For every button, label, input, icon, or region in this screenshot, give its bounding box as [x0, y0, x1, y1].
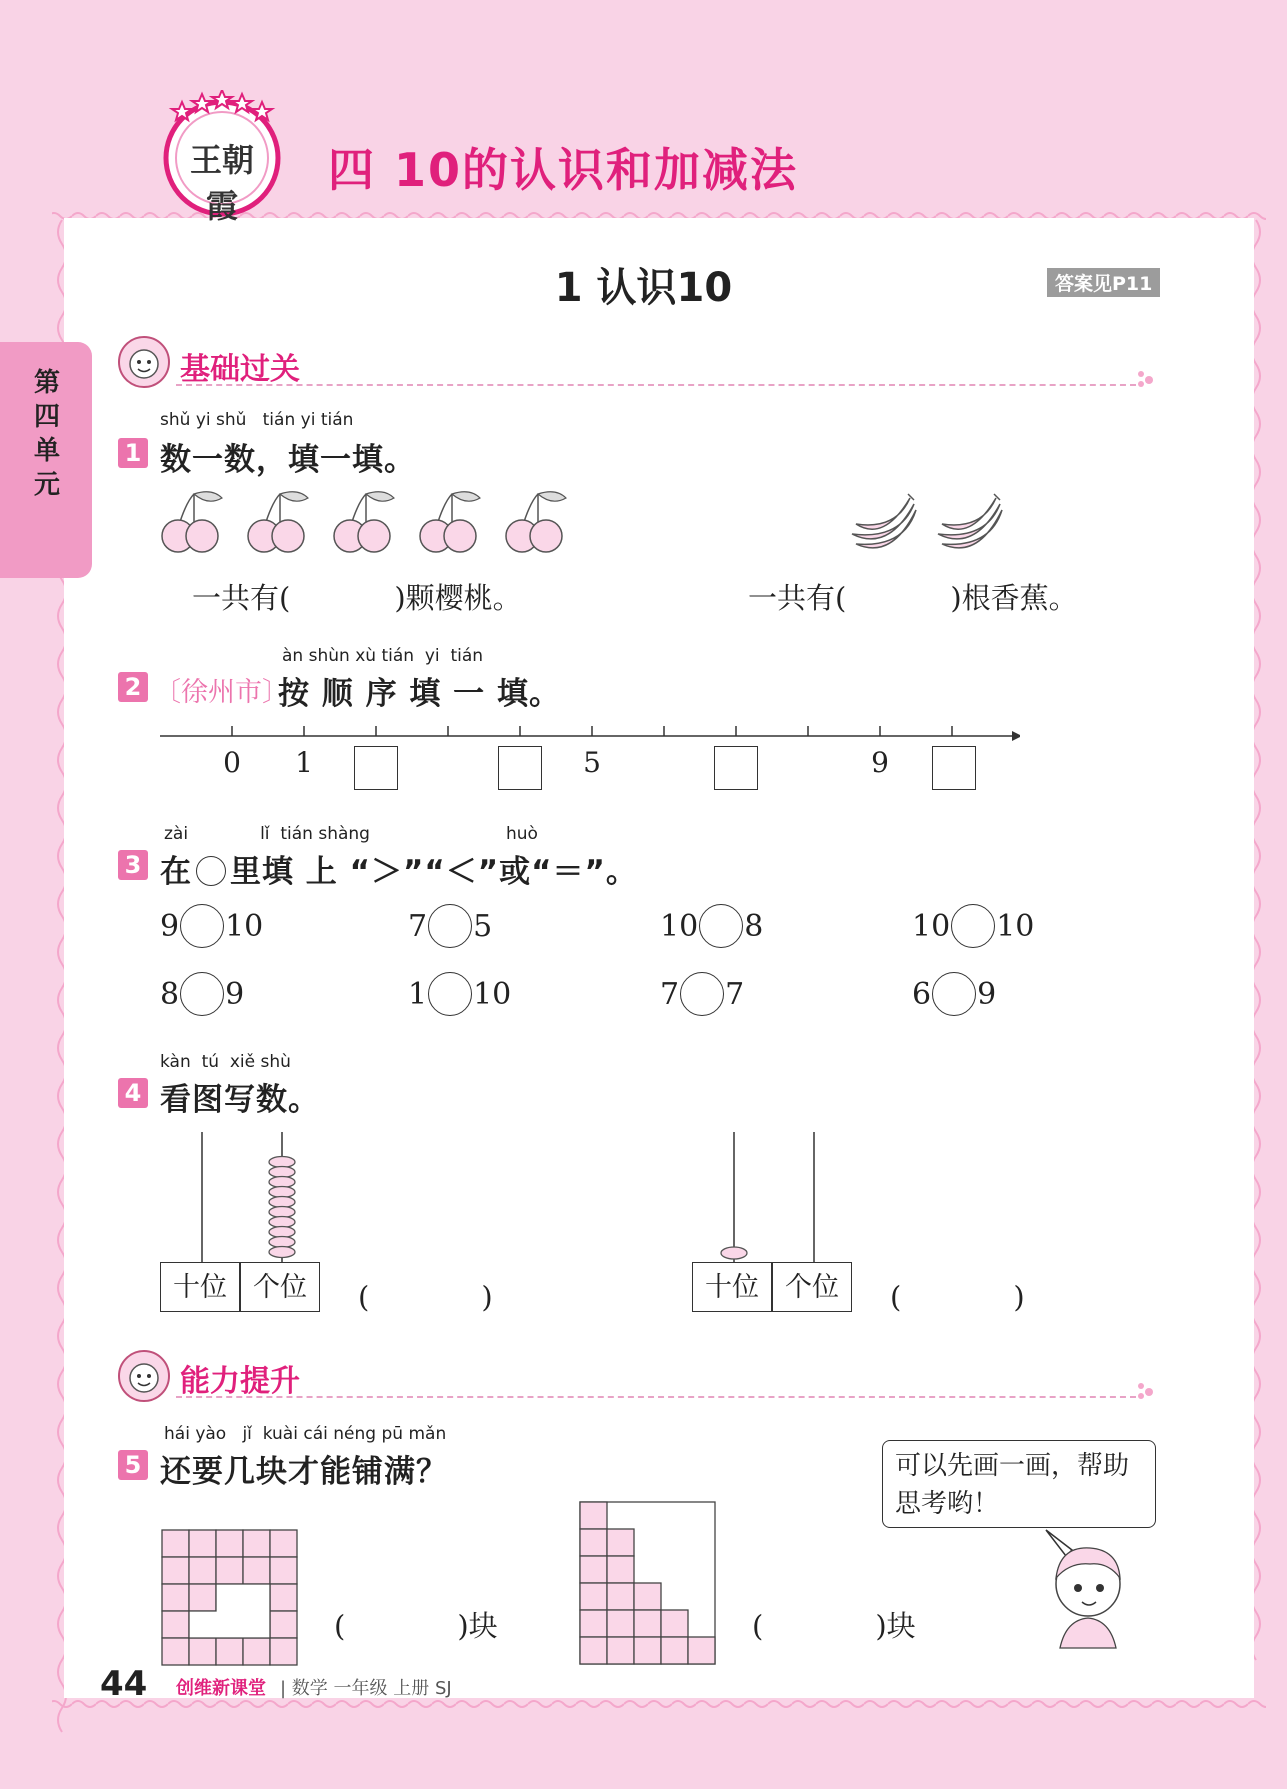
- q3-number: 3: [118, 850, 148, 880]
- cherry-count-label: 一共有( )颗樱桃。: [192, 581, 522, 615]
- q4-prompt: 看图写数。: [160, 1082, 320, 1118]
- banana-answer-input[interactable]: [866, 578, 966, 614]
- tens-place-label: 十位: [692, 1262, 772, 1312]
- cmp-3: 10 8: [660, 904, 763, 948]
- q5-number: 5: [118, 1450, 148, 1480]
- cmp-circle[interactable]: [932, 972, 976, 1016]
- boy-character-icon: [1020, 1522, 1170, 1652]
- tile-grid-1: [160, 1528, 300, 1668]
- footer-book-title: 创维新课堂: [176, 1678, 266, 1699]
- section-title-advanced: 能力提升: [180, 1364, 300, 1399]
- cmp-circle[interactable]: [699, 904, 743, 948]
- cmp-6: 1 10: [408, 972, 511, 1016]
- cmp-1: 9 10: [160, 904, 263, 948]
- cmp-4: 10 10: [912, 904, 1034, 948]
- abacus-1: [160, 1130, 330, 1262]
- q4-pinyin: kàn tú xiě shù: [160, 1052, 291, 1072]
- tens-place-label: 十位: [160, 1262, 240, 1312]
- lesson-title: 1 认识10: [554, 265, 733, 311]
- q1-pinyin: shǔ yi shǔ tián yi tián: [160, 410, 354, 430]
- ones-place-label: 个位: [772, 1262, 852, 1312]
- grid-2-answer[interactable]: ( )块: [752, 1609, 916, 1643]
- abacus-2-answer[interactable]: ( ): [890, 1280, 1025, 1314]
- q5-pinyin: hái yào jǐ kuài cái néng pū mǎn: [164, 1424, 447, 1444]
- cmp-circle[interactable]: [428, 972, 472, 1016]
- cmp-circle[interactable]: [428, 904, 472, 948]
- q5-prompt: 还要几块才能铺满？: [160, 1454, 448, 1490]
- q1-number: 1: [118, 438, 148, 468]
- section-divider: [176, 384, 1136, 386]
- tile-grid-2: [578, 1500, 718, 1668]
- q3-circle-icon: [196, 856, 226, 886]
- cherry-answer-input[interactable]: [310, 578, 410, 614]
- q3-prompt: 在 里填 上 “＞”“＜”或“＝”。: [160, 854, 638, 890]
- mascot-icon: [116, 1348, 172, 1404]
- cmp-circle[interactable]: [951, 904, 995, 948]
- mascot-icon: [116, 334, 172, 390]
- cherries-illustration: [160, 488, 580, 558]
- nl-label-5: 5: [583, 746, 601, 779]
- nl-answer-box-10[interactable]: [932, 746, 976, 790]
- nl-label-0: 0: [223, 746, 241, 779]
- nl-label-1: 1: [295, 746, 313, 779]
- section-divider: [176, 1396, 1136, 1398]
- cmp-8: 6 9: [912, 972, 996, 1016]
- chapter-title: 四 10的认识和加减法: [328, 143, 799, 197]
- ones-place-label: 个位: [240, 1262, 320, 1312]
- nl-answer-box-7[interactable]: [714, 746, 758, 790]
- q2-pinyin: àn shùn xù tián yi tián: [282, 646, 484, 666]
- footer-subject: | 数学 一年级 上册 SJ: [280, 1678, 452, 1699]
- section-title-basic: 基础过关: [180, 352, 300, 387]
- page-number: 44: [100, 1664, 148, 1704]
- logo-text: 王朝霞: [189, 141, 254, 225]
- banana-count-label: 一共有( )根香蕉。: [748, 581, 1078, 615]
- grid-1-answer[interactable]: ( )块: [334, 1609, 498, 1643]
- cmp-7: 7 7: [660, 972, 744, 1016]
- cmp-2: 7 5: [408, 904, 492, 948]
- abacus-2: [692, 1130, 862, 1262]
- answer-reference-badge: 答案见P11: [1047, 268, 1160, 297]
- unit-tab-label: 第四单元: [33, 368, 60, 500]
- nl-label-9: 9: [871, 746, 889, 779]
- dots-icon: [1136, 370, 1160, 390]
- cmp-circle[interactable]: [180, 972, 224, 1016]
- q2-number: 2: [118, 672, 148, 702]
- nl-answer-box-4[interactable]: [498, 746, 542, 790]
- abacus-1-answer[interactable]: ( ): [358, 1280, 493, 1314]
- q3-pinyin: zài lǐ tián shàng huò: [164, 824, 538, 844]
- q4-number: 4: [118, 1078, 148, 1108]
- bananas-illustration: [848, 490, 1018, 550]
- hint-speech-bubble: 可以先画一画，帮助思考哟！: [882, 1440, 1156, 1528]
- cmp-circle[interactable]: [680, 972, 724, 1016]
- cmp-5: 8 9: [160, 972, 244, 1016]
- nl-answer-box-2[interactable]: [354, 746, 398, 790]
- q1-prompt: 数一数，填一填。: [160, 442, 416, 478]
- dots-icon: [1136, 1382, 1160, 1402]
- cmp-circle[interactable]: [180, 904, 224, 948]
- q2-region-tag: 〔徐州市〕: [154, 677, 289, 708]
- q2-prompt: 按 顺 序 填 一 填。: [278, 676, 561, 712]
- number-line: [160, 722, 1020, 746]
